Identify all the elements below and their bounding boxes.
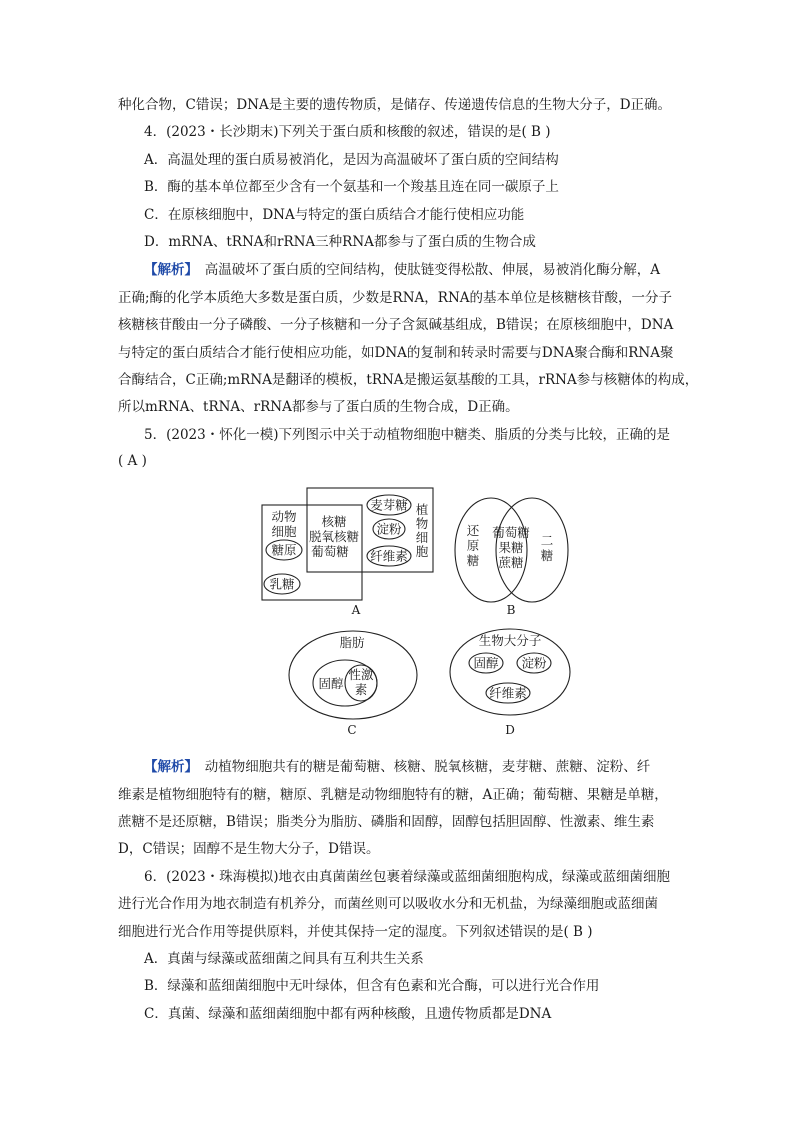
analysis-line: 维素是植物细胞特有的糖，糖原、乳糖是动物细胞特有的糖，A正确；葡萄糖、果糖是单糖， — [118, 787, 668, 803]
fig-d-label: D — [505, 723, 515, 737]
analysis-tag: 【解析】 — [144, 759, 192, 775]
analysis-line: 蔗糖不是还原糖，B错误；脂类分为脂肪、磷脂和固醇，固醇包括胆固醇、性激素、维生素 — [118, 814, 655, 830]
fig-a-deoxyribose: 脱氧核糖 — [308, 529, 360, 544]
fig-b-left-1: 还 — [466, 523, 480, 538]
fig-b-label: B — [506, 603, 516, 617]
fig-c-label: C — [347, 723, 357, 737]
analysis-line: 正确;酶的化学本质绝大多数是蛋白质，少数是RNA，RNA的基本单位是核糖核苷酸，一分子 — [118, 290, 672, 306]
analysis-5-first-line — [144, 758, 650, 776]
question-4-option-a: A．高温处理的蛋白质易被消化，是因为高温破坏了蛋白质的空间结构 — [144, 152, 559, 168]
analysis-text: 动植物细胞共有的糖是葡萄糖、核糖、脱氧核糖，麦芽糖、蔗糖、淀粉、纤 — [191, 759, 651, 775]
fig-a-animal-2: 细胞 — [271, 524, 297, 539]
question-6-option-b: B．绿藻和蓝细菌细胞中无叶绿体，但含有色素和光合酶，可以进行光合作用 — [144, 978, 600, 994]
fig-c-sterol: 固醇 — [318, 676, 344, 691]
question-4-option-b: B．酶的基本单位都至少含有一个氨基和一个羧基且连在同一碳原子上 — [144, 179, 559, 195]
fig-d-starch: 淀粉 — [521, 655, 547, 671]
fig-a-cellulose: 纤维素 — [370, 548, 408, 564]
fig-a-glucose: 葡萄糖 — [311, 544, 349, 559]
fig-b-left-3: 糖 — [466, 553, 480, 568]
fig-c-hormone-1: 性激 — [348, 667, 374, 682]
fig-b-right-2: 糖 — [540, 548, 554, 563]
fig-b-left-2: 原 — [466, 538, 480, 553]
question-5-answer: ( A ) — [118, 453, 147, 469]
analysis-text: 高温破坏了蛋白质的空间结构，使肽链变得松散、伸展，易被消化酶分解，A — [191, 262, 660, 278]
analysis-line: D，C错误；固醇不是生物大分子，D错误。 — [118, 841, 380, 857]
analysis-line: 与特定的蛋白质结合才能行使相应功能，如DNA的复制和转录时需要与DNA聚合酶和RNA聚 — [118, 345, 674, 361]
question-6-stem-2: 进行光合作用为地衣制造有机养分，而菌丝则可以吸收水分和无机盐，为绿藻细胞或蓝细菌 — [118, 896, 658, 912]
fig-a-plant-1: 植 — [415, 502, 429, 517]
question-6-stem-3: 细胞进行光合作用等提供原料，并使其保持一定的湿度。下列叙述错误的是( B ) — [118, 924, 593, 940]
fig-a-animal-1: 动物 — [271, 509, 297, 524]
fig-a-plant-4: 胞 — [415, 544, 429, 559]
analysis-line: 合酶结合，C正确;mRNA是翻译的模板，tRNA是搬运氨基酸的工具，rRNA参与核糖体的构成， — [118, 372, 699, 388]
question-4-option-c: C．在原核细胞中，DNA与特定的蛋白质结合才能行使相应功能 — [144, 207, 525, 223]
fig-b-fructose: 果糖 — [498, 540, 524, 555]
fig-a-glycogen: 糖原 — [271, 542, 297, 558]
fig-c-hormone-2: 素 — [354, 682, 368, 697]
fig-d-sterol: 固醇 — [473, 655, 499, 671]
question-6-stem: 6．(2023・珠海模拟)地衣由真菌菌丝包裹着绿藻或蓝细菌细胞构成，绿藻或蓝细菌细胞 — [144, 869, 670, 885]
fig-b-glucose: 葡萄糖 — [492, 525, 530, 540]
analysis-line: 核糖核苷酸由一分子磷酸、一分子核糖和一分子含氮碱基组成，B错误；在原核细胞中，DNA — [118, 317, 674, 333]
analysis-line: 所以mRNA、tRNA、rRNA都参与了蛋白质的生物合成，D正确。 — [118, 399, 519, 415]
fig-b-right-1: 二 — [540, 533, 554, 548]
fig-d-macromolecule: 生物大分子 — [478, 633, 542, 648]
fig-a-label: A — [351, 603, 361, 617]
question-5-stem: 5．(2023・怀化一模)下列图示中关于动植物细胞中糖类、脂质的分类与比较，正确的是 — [144, 427, 670, 443]
fig-a-maltose: 麦芽糖 — [370, 497, 408, 513]
fig-c-fat: 脂肪 — [339, 635, 365, 650]
fig-d-cellulose: 纤维素 — [489, 685, 527, 701]
text-line: 种化合物，C错误；DNA是主要的遗传物质，是储存、传递遗传信息的生物大分子，D正确。 — [118, 97, 672, 113]
analysis-tag: 【解析】 — [144, 262, 192, 278]
question-4-option-d: D．mRNA、tRNA和rRNA三种RNA都参与了蛋白质的生物合成 — [144, 234, 536, 250]
fig-a-starch: 淀粉 — [376, 521, 402, 537]
question-6-option-c: C．真菌、绿藻和蓝细菌细胞中都有两种核酸，且遗传物质都是DNA — [144, 1006, 552, 1022]
question-4-stem: 4．(2023・长沙期末)下列关于蛋白质和核酸的叙述，错误的是( B ) — [144, 124, 551, 140]
fig-a-lactose: 乳糖 — [269, 576, 295, 592]
fig-b-sucrose: 蔗糖 — [498, 555, 524, 570]
fig-a-plant-2: 物 — [415, 516, 429, 531]
fig-a-ribose: 核糖 — [321, 514, 347, 529]
fig-a-plant-3: 细 — [415, 530, 429, 545]
question-6-option-a: A．真菌与绿藻或蓝细菌之间具有互利共生关系 — [144, 951, 424, 967]
